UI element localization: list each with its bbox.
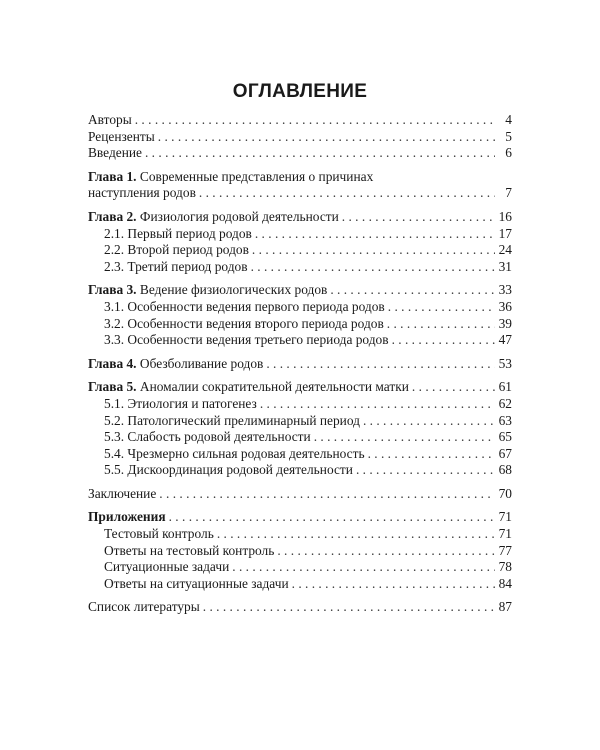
chapter-number: Глава 4. <box>88 355 137 371</box>
toc-page-number: 7 <box>505 185 512 201</box>
page-title: ОГЛАВЛЕНИЕ <box>232 81 368 102</box>
dot-leader <box>255 226 495 243</box>
toc-entry-chapter-5[interactable] <box>88 379 512 396</box>
toc-entry-appendix-item[interactable] <box>88 526 512 543</box>
toc-page-number: 87 <box>498 599 512 615</box>
toc-entry-label: Заключение <box>88 485 157 501</box>
toc-page-number: 5 <box>505 128 512 144</box>
appendix-item-label: Ситуационные задачи <box>104 559 230 575</box>
toc-entry-appendix-item[interactable] <box>88 559 512 576</box>
toc-page-number: 31 <box>498 258 512 274</box>
appendix-group <box>88 509 512 592</box>
dot-leader <box>342 209 495 226</box>
toc-entry-section[interactable] <box>88 396 512 413</box>
dot-leader <box>388 299 495 316</box>
dot-leader <box>203 599 495 616</box>
toc-page-number: 61 <box>498 379 512 395</box>
dot-leader <box>217 526 495 543</box>
dot-leader <box>158 129 495 146</box>
chapter-number: Глава 3. <box>88 282 137 298</box>
section-label: 5.3. Слабость родовой деятельности <box>104 429 311 445</box>
chapter-number: Глава 1. <box>88 168 137 184</box>
toc-page-number: 6 <box>505 145 512 161</box>
appendix-item-label: Ответы на тестовый контроль <box>104 542 275 558</box>
chapter-title: Физиология родовой деятельности <box>139 208 339 224</box>
toc-entry-section[interactable] <box>88 259 512 276</box>
toc-page-number: 33 <box>498 282 512 298</box>
dot-leader <box>159 486 495 503</box>
conclusion-group <box>88 486 512 503</box>
toc-entry-label: Список литературы <box>88 599 200 615</box>
toc-entry-chapter-1[interactable] <box>88 169 512 186</box>
dot-leader <box>392 332 495 349</box>
appendix-item-label: Тестовый контроль <box>104 526 214 542</box>
chapter-4-group <box>88 356 512 373</box>
toc-page-number: 71 <box>498 509 512 525</box>
chapter-number: Глава 2. <box>88 208 137 224</box>
toc-page-number: 78 <box>498 559 512 575</box>
chapter-title: Ведение физиологических родов <box>139 282 328 298</box>
section-label: 3.2. Особенности ведения второго периода родов <box>104 315 384 331</box>
toc-entry-references[interactable] <box>88 599 512 616</box>
chapter-title: Аномалии сократительной деятельности матки <box>139 379 409 395</box>
dot-leader <box>363 413 495 430</box>
toc-page-number: 77 <box>498 542 512 558</box>
section-label: 3.3. Особенности ведения третьего периода родов <box>104 332 389 348</box>
toc-entry-label: Введение <box>88 145 142 161</box>
toc-entry-appendix[interactable] <box>88 509 512 526</box>
section-label: 3.1. Особенности ведения первого периода родов <box>104 298 385 314</box>
toc-entry-chapter-3[interactable] <box>88 282 512 299</box>
dot-leader <box>232 559 495 576</box>
chapter-title: Обезболивание родов <box>139 355 264 371</box>
toc-entry-section[interactable] <box>88 316 512 333</box>
chapter-number: Глава 5. <box>88 379 137 395</box>
toc-entry-label: Рецензенты <box>88 128 155 144</box>
toc-page-number: 63 <box>498 412 512 428</box>
toc-page-number: 39 <box>498 315 512 331</box>
toc-page-number: 68 <box>498 462 512 478</box>
dot-leader <box>277 543 495 560</box>
section-label: 5.1. Этиология и патогенез <box>104 395 257 411</box>
toc-page-number: 70 <box>498 485 512 501</box>
dot-leader <box>266 356 495 373</box>
section-label: 2.3. Третий период родов <box>104 258 248 274</box>
dot-leader <box>135 112 495 129</box>
dot-leader <box>330 282 495 299</box>
toc-entry-appendix-item[interactable] <box>88 576 512 593</box>
table-of-contents <box>88 80 512 623</box>
toc-entry-section[interactable] <box>88 413 512 430</box>
toc-page-number: 36 <box>498 298 512 314</box>
dot-leader <box>260 396 495 413</box>
toc-entry-chapter-4[interactable] <box>88 356 512 373</box>
toc-entry-conclusion[interactable] <box>88 486 512 503</box>
toc-page-number: 53 <box>498 355 512 371</box>
toc-page-number: 47 <box>498 332 512 348</box>
section-label: 2.2. Второй период родов <box>104 242 249 258</box>
toc-entry-section[interactable] <box>88 462 512 479</box>
dot-leader <box>412 379 495 396</box>
toc-entry-section[interactable] <box>88 226 512 243</box>
toc-entry-authors[interactable] <box>88 112 512 129</box>
toc-page-number: 67 <box>498 445 512 461</box>
chapter-title: Современные представления о причинах <box>139 168 374 184</box>
toc-entry-introduction[interactable] <box>88 145 512 162</box>
toc-page-number: 17 <box>498 225 512 241</box>
references-group <box>88 599 512 616</box>
toc-page-number: 84 <box>498 575 512 591</box>
dot-leader <box>387 316 495 333</box>
chapter-2-group <box>88 209 512 275</box>
chapter-title-continuation: наступления родов <box>88 185 196 201</box>
toc-entry-chapter-2[interactable] <box>88 209 512 226</box>
toc-entry-label: Авторы <box>88 112 132 127</box>
front-matter-group <box>88 112 512 162</box>
toc-page-number: 65 <box>498 429 512 445</box>
toc-entry-section[interactable] <box>88 429 512 446</box>
toc-entry-reviewers[interactable] <box>88 129 512 146</box>
dot-leader <box>145 145 495 162</box>
toc-entry-section[interactable] <box>88 299 512 316</box>
section-label: 2.1. Первый период родов <box>104 225 252 241</box>
toc-entry-chapter-1-cont[interactable] <box>88 185 512 202</box>
toc-page-number: 62 <box>498 395 512 411</box>
toc-page-number: 71 <box>498 526 512 542</box>
toc-page-number: 4 <box>505 112 512 127</box>
dot-leader <box>368 446 495 463</box>
toc-page-number: 24 <box>498 242 512 258</box>
toc-entry-section[interactable] <box>88 242 512 259</box>
chapter-5-group <box>88 379 512 479</box>
appendix-title: Приложения <box>88 509 166 525</box>
section-label: 5.5. Дискоординация родовой деятельности <box>104 462 353 478</box>
chapter-3-group <box>88 282 512 348</box>
toc-entry-section[interactable] <box>88 332 512 349</box>
section-label: 5.2. Патологический прелиминарный период <box>104 412 360 428</box>
toc-entry-appendix-item[interactable] <box>88 543 512 560</box>
dot-leader <box>199 185 495 202</box>
dot-leader <box>356 462 495 479</box>
dot-leader <box>252 242 495 259</box>
dot-leader <box>314 429 495 446</box>
section-label: 5.4. Чрезмерно сильная родовая деятельность <box>104 445 365 461</box>
dot-leader <box>251 259 495 276</box>
chapter-1-group <box>88 169 512 202</box>
dot-leader <box>292 576 495 593</box>
toc-entry-section[interactable] <box>88 446 512 463</box>
toc-page-number: 16 <box>498 208 512 224</box>
appendix-item-label: Ответы на ситуационные задачи <box>104 575 289 591</box>
dot-leader <box>169 509 495 526</box>
